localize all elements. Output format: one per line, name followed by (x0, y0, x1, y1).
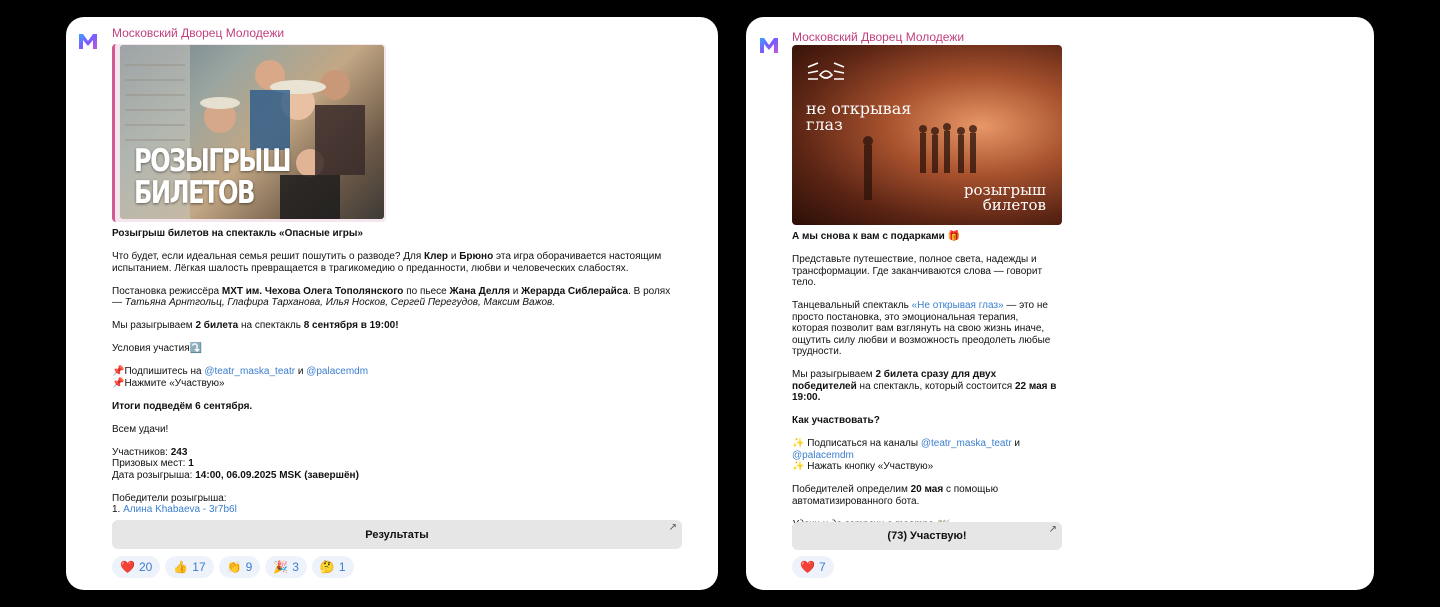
reactions-bar (112, 556, 354, 578)
paragraph-2: Танцевальный спектакль «Не открывая глаз» — это не просто постановка, это эмоциональная терапия, которая позволит вам взглянуть на свою жизнь иначе, ощутить силу любви и возможность преодолеть любые трудности. (792, 300, 1051, 357)
steps-list: ✨ Подписаться на каналы @teatr_maska_teatr и @palacemdm ✨ Нажать кнопку «Участвую» (792, 438, 1020, 472)
post-image-frame (112, 44, 386, 222)
channel-link-maska[interactable]: @teatr_maska_teatr (204, 366, 296, 377)
paragraph-4: Победителей определим 20 мая с помощью автоматизированного бота. (792, 484, 999, 507)
winner-link[interactable]: Алина Khabaeva - 3r7b6l (123, 504, 237, 515)
results-date: Итоги подведём 6 сентября. (112, 400, 253, 412)
channel-name[interactable]: Московский Дворец Молодежи (112, 26, 285, 40)
reactions-bar (792, 556, 834, 578)
draw-stats: Участников: 243 Призовых мест: 1 Дата розыгрыша: 14:00, 06.09.2025 MSK (завершён) (112, 446, 359, 481)
external-arrow-icon: ↗ (1048, 524, 1057, 535)
image-bottom-line1: розыгрыш (963, 181, 1046, 199)
paragraph-3: Мы разыгрываем 2 билета сразу для двух победителей на спектакль, который состоится 22 мая в 19:00. (792, 369, 1057, 403)
results-button[interactable] (112, 520, 682, 549)
channel-link-palacemdm[interactable]: @palacemdm (792, 449, 854, 461)
conditions-list: 📌Подпишитесь на @teatr_maska_teatr и @palacemdm 📌Нажмите «Участвую» (112, 366, 369, 389)
paragraph-1: Представьте путешествие, полное света, надежды и трансформации. Где заканчиваются слова — говорит тело. (792, 254, 1043, 288)
max-logo-icon (78, 32, 98, 50)
reaction-thinking[interactable]: 🤔 1 (312, 556, 354, 578)
post-card-1 (66, 17, 718, 590)
paragraph-2: Постановка режиссёра МХТ им. Чехова Олега Тополянского по пьесе Жана Делля и Жерарда Сиблерайса. В ролях — Татьяна Арнтгольц, Глафира Тарханова, Илья Носков, Сергей Перегудов, Максим Важов. (112, 285, 671, 308)
channel-link-palacemdm[interactable]: @palacemdm (306, 366, 369, 377)
party-icon: 🎉 (273, 560, 289, 574)
heart-icon: ❤️ (800, 560, 815, 574)
image-title-line1: не открывая (806, 99, 912, 118)
image-text-line1: РОЗЫГРЫШ (134, 143, 291, 179)
paragraph-1: Что будет, если идеальная семья решит пошутить о разводе? Для Клер и Брюно эта игра оборачивается настоящим испытанием. Лёгкая шалость превращается в трагикомедию о преданности, любви и человеческих слабостях. (112, 251, 662, 274)
max-logo-icon (759, 36, 779, 54)
post-card-2 (746, 17, 1374, 590)
results-button-label: Результаты (365, 528, 429, 541)
post-image[interactable] (792, 45, 1062, 225)
post-text (112, 228, 682, 527)
winners-block: Победители розыгрыша: 1. Алина Khabaeva - 3r7b6l (112, 492, 237, 515)
reaction-party[interactable]: 🎉 3 (265, 556, 307, 578)
image-title-line2: глаз (806, 115, 843, 134)
reaction-heart[interactable]: ❤️ 7 (792, 556, 834, 578)
clap-icon: 👏 (226, 560, 242, 574)
post-text (792, 231, 1057, 542)
reaction-thumbs-up[interactable]: 👍 17 (165, 556, 213, 578)
image-text-line2: БИЛЕТОВ (134, 175, 254, 211)
post-image[interactable] (120, 45, 384, 219)
reaction-clap[interactable]: 👏 9 (219, 556, 261, 578)
good-luck: Всем удачи! (112, 423, 169, 435)
channel-name[interactable]: Московский Дворец Молодежи (792, 30, 965, 44)
thinking-icon: 🤔 (319, 560, 335, 574)
participate-button-label: (73) Участвую! (887, 530, 967, 542)
post-title: А мы снова к вам с подарками 🎁 (792, 231, 961, 242)
external-arrow-icon: ↗ (668, 522, 677, 533)
participate-button[interactable] (792, 522, 1062, 550)
show-link[interactable]: «Не открывая глаз» (911, 300, 1004, 311)
image-bottom-line2: билетов (982, 196, 1046, 214)
reaction-heart[interactable]: ❤️ 20 (112, 556, 160, 578)
channel-link-maska[interactable]: @teatr_maska_teatr (920, 438, 1012, 449)
how-to-heading: Как участвовать? (792, 415, 880, 426)
thumbs-up-icon: 👍 (173, 560, 189, 574)
conditions-heading: Условия участия⤵️ (112, 343, 203, 354)
post-title: Розыгрыш билетов на спектакль «Опасные игры» (112, 228, 363, 239)
heart-icon: ❤️ (120, 560, 135, 574)
paragraph-3: Мы разыгрываем 2 билета на спектакль 8 сентября в 19:00! (112, 320, 399, 331)
